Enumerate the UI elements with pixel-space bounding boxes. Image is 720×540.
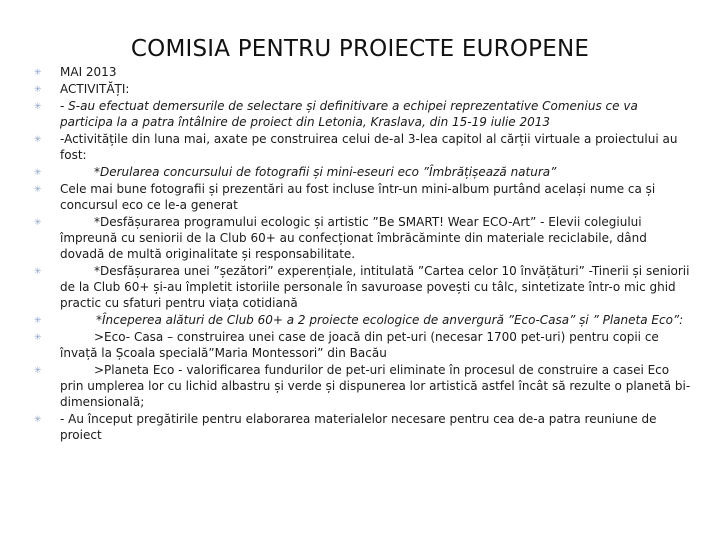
list-item: [34, 312, 694, 328]
list-item-text: ACTIVITĂȚI:: [60, 82, 130, 96]
list-item: [34, 81, 694, 97]
bullet-icon: ✳: [34, 85, 42, 95]
bullet-icon: ✳: [34, 316, 42, 326]
list-item-text: *Derularea concursului de fotografii și mini-eseuri eco ”Îmbrățișează natura”: [94, 165, 557, 179]
bullet-icon: ✳: [34, 102, 42, 112]
bullet-icon: ✳: [34, 333, 42, 343]
list-item: [34, 263, 694, 311]
bullet-icon: ✳: [34, 366, 42, 376]
list-item-text: *Începerea alături de Club 60+ a 2 proiecte ecologice de anvergură ”Eco-Casa” și ” Planeta Eco”:: [96, 313, 684, 327]
list-item-text: >Eco- Casa – construirea unei case de joacă din pet-uri (necesar 1700 pet-uri) pentru copii ce învață la Școala specială”Maria Montessori” din Bacău: [60, 330, 659, 360]
bullet-icon: ✳: [34, 415, 42, 425]
list-item: [34, 131, 694, 163]
bullet-icon: ✳: [34, 218, 42, 228]
list-item: [34, 181, 694, 213]
list-item: [34, 329, 694, 361]
list-item-text: MAI 2013: [60, 65, 117, 79]
page-title: COMISIA PENTRU PROIECTE EUROPENE: [130, 36, 590, 62]
list-item-text: - S-au efectuat demersurile de selectare și definitivare a echipei reprezentative Comenius ce va participa la a patra întâlnire de proiect din Letonia, Kraslava, din 15-19 iulie 2013: [60, 99, 638, 129]
list-item: [34, 214, 694, 262]
list-item-text: -Activitățile din luna mai, axate pe construirea celui de-al 3-lea capitol al cărții virtuale a proiectului au fost:: [60, 132, 678, 162]
list-item: [34, 362, 694, 410]
list-item-text: *Desfășurarea unei ”șezători” experențiale, intitulată ”Cartea celor 10 învățături” -Tinerii și seniorii de la Club 60+ și-au împletit istoriile personale în savuroase povești cu tâlc, sintetizate într-o mic ghid practic cu sfaturi pentru viața cotidiană: [60, 264, 690, 310]
list-item-text: - Au început pregătirile pentru elaborarea materialelor necesare pentru cea de-a patra reuniune de proiect: [60, 412, 657, 442]
list-item: [34, 98, 694, 130]
list-item: [34, 164, 694, 180]
list-item-text: Cele mai bune fotografii și prezentări au fost incluse într-un mini-album purtând același nume ca și concursul eco ce le-a generat: [60, 182, 656, 212]
list-item-text: >Planeta Eco - valorificarea fundurilor de pet-uri eliminate în procesul de construire a casei Eco prin umplerea lor cu lichid albastru și verde și dispunerea lor artistică astfel încât să rezulte o planetă bi-dimensională;: [60, 363, 691, 409]
bullet-icon: ✳: [34, 267, 42, 277]
bullet-icon: ✳: [34, 185, 42, 195]
bullet-icon: ✳: [34, 135, 42, 145]
list-item-text: *Desfășurarea programului ecologic și artistic ”Be SMART! Wear ECO-Art” - Elevii colegiului împreună cu seniorii de la Club 60+ au confecționat îmbrăcăminte din materiale reciclabile, dând dovadă de multă originalitate și responsabilitate.: [60, 215, 647, 261]
list-item: [34, 64, 694, 80]
activity-list: [34, 64, 694, 444]
bullet-icon: ✳: [34, 68, 42, 78]
bullet-icon: ✳: [34, 168, 42, 178]
list-item: [34, 411, 694, 443]
